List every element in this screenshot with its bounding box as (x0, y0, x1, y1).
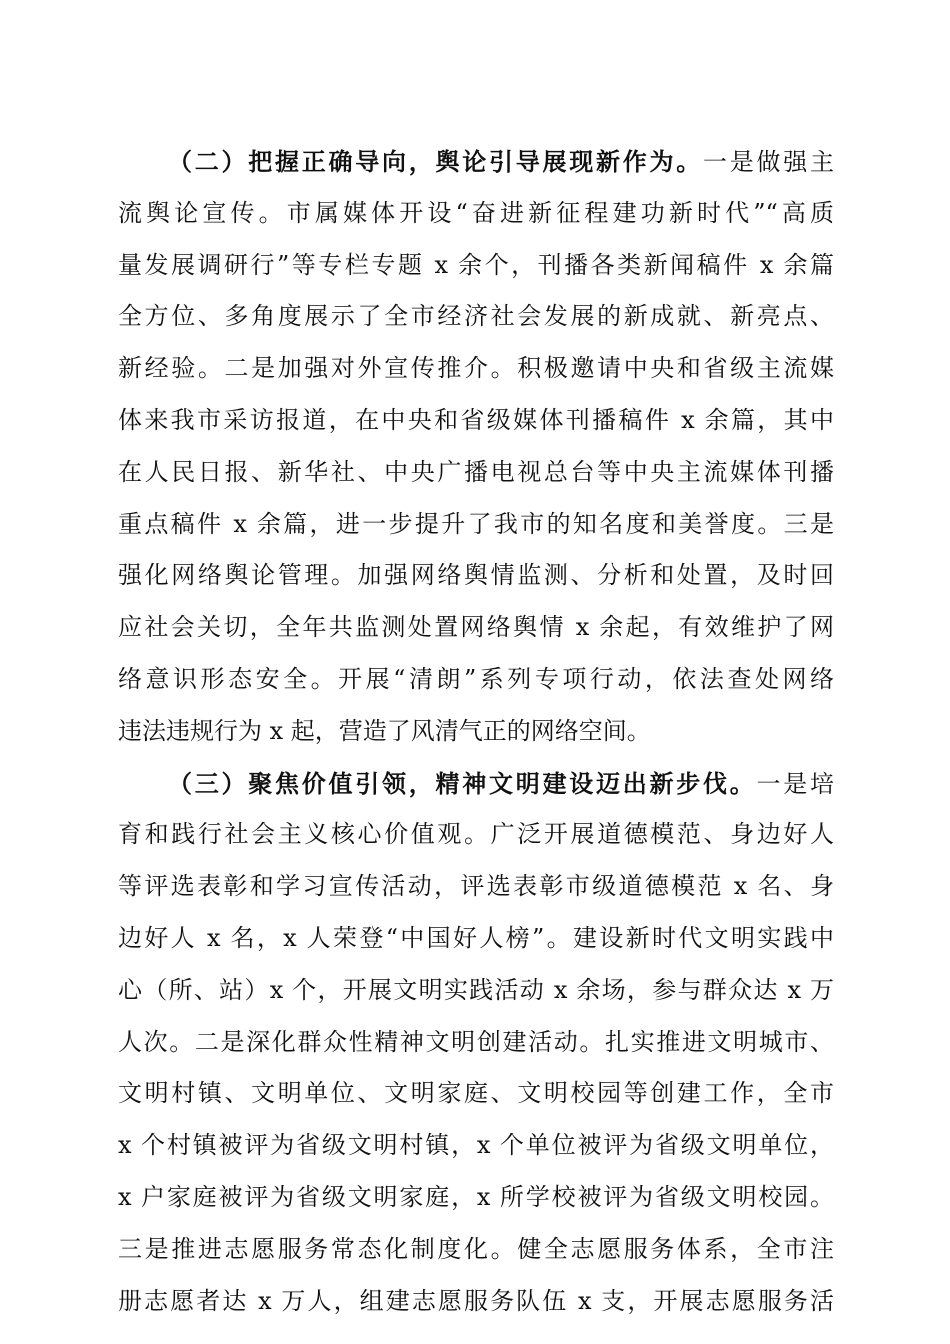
paragraph-line: 强化网络舆论管理。加强网络舆情监测、分析和处置，及时回 (118, 561, 834, 590)
paragraph-2-heading: （二）把握正确导向，舆论引导展现新作为。 (168, 147, 703, 176)
paragraph-line: 重点稿件 x 余篇，进一步提升了我市的知名度和美誉度。三是 (118, 509, 834, 538)
paragraph-line: 量发展调研行”等专栏专题 x 余个，刊播各类新闻稿件 x 余篇 (118, 250, 834, 279)
paragraph-3-text: 一是培 (756, 769, 834, 798)
paragraph-line: 流舆论宣传。市属媒体开设“奋进新征程建功新时代”“高质 (118, 198, 834, 227)
paragraph-line: x 个村镇被评为省级文明村镇，x 个单位被评为省级文明单位， (118, 1131, 834, 1160)
paragraph-line: 边好人 x 名，x 人荣登“中国好人榜”。建设新时代文明实践中 (118, 923, 834, 952)
paragraph-line: 新经验。二是加强对外宣传推介。积极邀请中央和省级主流媒 (118, 354, 834, 383)
paragraph-2-text: 一是做强主 (703, 148, 834, 176)
paragraph-3-heading: （三）聚焦价值引领，精神文明建设迈出新步伐。 (168, 768, 757, 798)
paragraph-line: 体来我市采访报道，在中央和省级媒体刊播稿件 x 余篇，其中 (118, 405, 834, 434)
paragraph-3-line-1 (118, 758, 834, 810)
paragraph-line: 文明村镇、文明单位、文明家庭、文明校园等创建工作，全市 (118, 1079, 834, 1108)
paragraph-2-line-1 (118, 136, 834, 188)
paragraph-line: 册志愿者达 x 万人，组建志愿服务队伍 x 支，开展志愿服务活 (118, 1286, 834, 1315)
paragraph-line: 三是推进志愿服务常态化制度化。健全志愿服务体系，全市注 (118, 1234, 834, 1263)
paragraph-line: 违法违规行为 x 起，营造了风清气正的网络空间。 (118, 716, 651, 745)
paragraph-line: 全方位、多角度展示了全市经济社会发展的新成就、新亮点、 (118, 302, 834, 331)
paragraph-line: 络意识形态安全。开展“清朗”系列专项行动，依法查处网络 (118, 664, 834, 693)
paragraph-line: x 户家庭被评为省级文明家庭，x 所学校被评为省级文明校园。 (118, 1182, 834, 1211)
paragraph-line: 在人民日报、新华社、中央广播电视总台等中央主流媒体刊播 (118, 457, 834, 486)
paragraph-line: 心（所、站）x 个，开展文明实践活动 x 余场，参与群众达 x 万 (118, 975, 834, 1004)
paragraph-line: 育和践行社会主义核心价值观。广泛开展道德模范、身边好人 (118, 820, 834, 849)
paragraph-line: 人次。二是深化群众性精神文明创建活动。扎实推进文明城市、 (118, 1027, 834, 1056)
paragraph-line: 应社会关切，全年共监测处置网络舆情 x 余起，有效维护了网 (118, 613, 834, 642)
document-body (118, 136, 834, 1327)
paragraph-line: 等评选表彰和学习宣传活动，评选表彰市级道德模范 x 名、身 (118, 872, 834, 901)
